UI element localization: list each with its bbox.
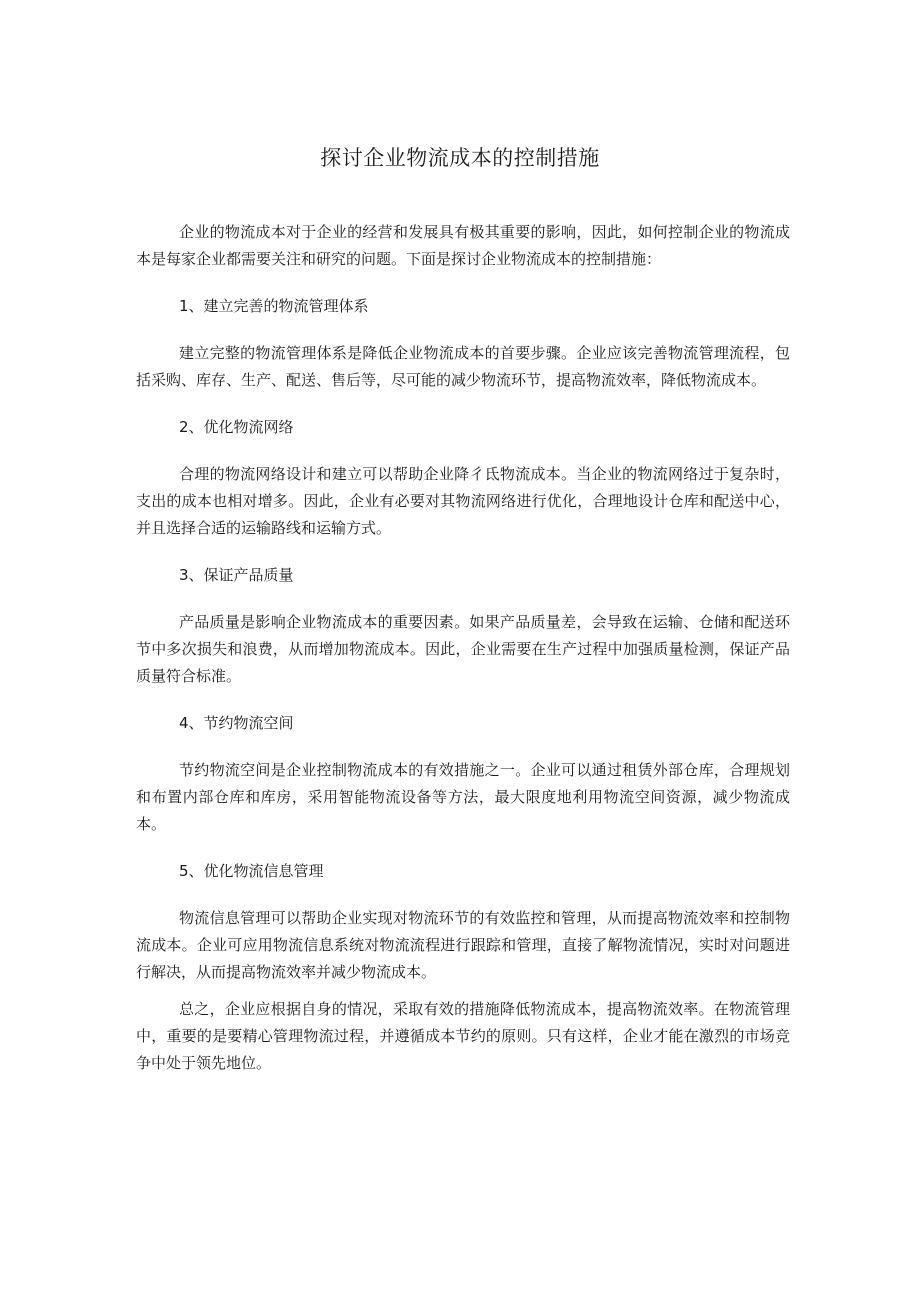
section-heading-2: 2、优化物流网络 (179, 418, 294, 436)
section-heading-1: 1、建立完善的物流管理体系 (179, 297, 369, 315)
section-body-2: 合理的物流网络设计和建立可以帮助企业降彳氐物流成本。当企业的物流网络过于复杂时，支出的成本也相对增多。因此，企业有必要对其物流网络进行优化，合理地设计仓库和配送中心，并且选择合适的运输路线和运输方式。 (136, 465, 790, 537)
document-title: 探讨企业物流成本的控制措施 (320, 146, 600, 170)
section-body-3: 产品质量是影响企业物流成本的重要因素。如果产品质量差，会导致在运输、仓储和配送环节中多次损失和浪费，从而增加物流成本。因此，企业需要在生产过程中加强质量检测，保证产品质量符合标准。 (136, 613, 790, 685)
document-body (136, 219, 790, 1077)
section-heading-3: 3、保证产品质量 (179, 566, 294, 584)
section-heading-5: 5、优化物流信息管理 (179, 862, 324, 880)
section-body-5: 物流信息管理可以帮助企业实现对物流环节的有效监控和管理，从而提高物流效率和控制物流成本。企业可应用物流信息系统对物流流程进行跟踪和管理，直接了解物流情况，实时对问题进行解决，从而提高物流效率并减少物流成本。 (136, 909, 790, 981)
section-heading-4: 4、节约物流空间 (179, 714, 294, 732)
section-body-1: 建立完整的物流管理体系是降低企业物流成本的首要步骤。企业应该完善物流管理流程，包括采购、库存、生产、配送、售后等，尽可能的减少物流环节，提高物流效率，降低物流成本。 (136, 344, 790, 389)
intro-paragraph: 企业的物流成本对于企业的经营和发展具有极其重要的影响，因此，如何控制企业的物流成本是每家企业都需要关注和研究的问题。下面是探讨企业物流成本的控制措施： (136, 223, 790, 268)
conclusion-paragraph: 总之，企业应根据自身的情况，采取有效的措施降低物流成本，提高物流效率。在物流管理中，重要的是要精心管理物流过程，并遵循成本节约的原则。只有这样，企业才能在激烈的市场竞争中处于领先地位。 (136, 1000, 790, 1072)
section-body-4: 节约物流空间是企业控制物流成本的有效措施之一。企业可以通过租赁外部仓库，合理规划和布置内部仓库和库房，采用智能物流设备等方法，最大限度地利用物流空间资源，减少物流成本。 (136, 761, 790, 833)
